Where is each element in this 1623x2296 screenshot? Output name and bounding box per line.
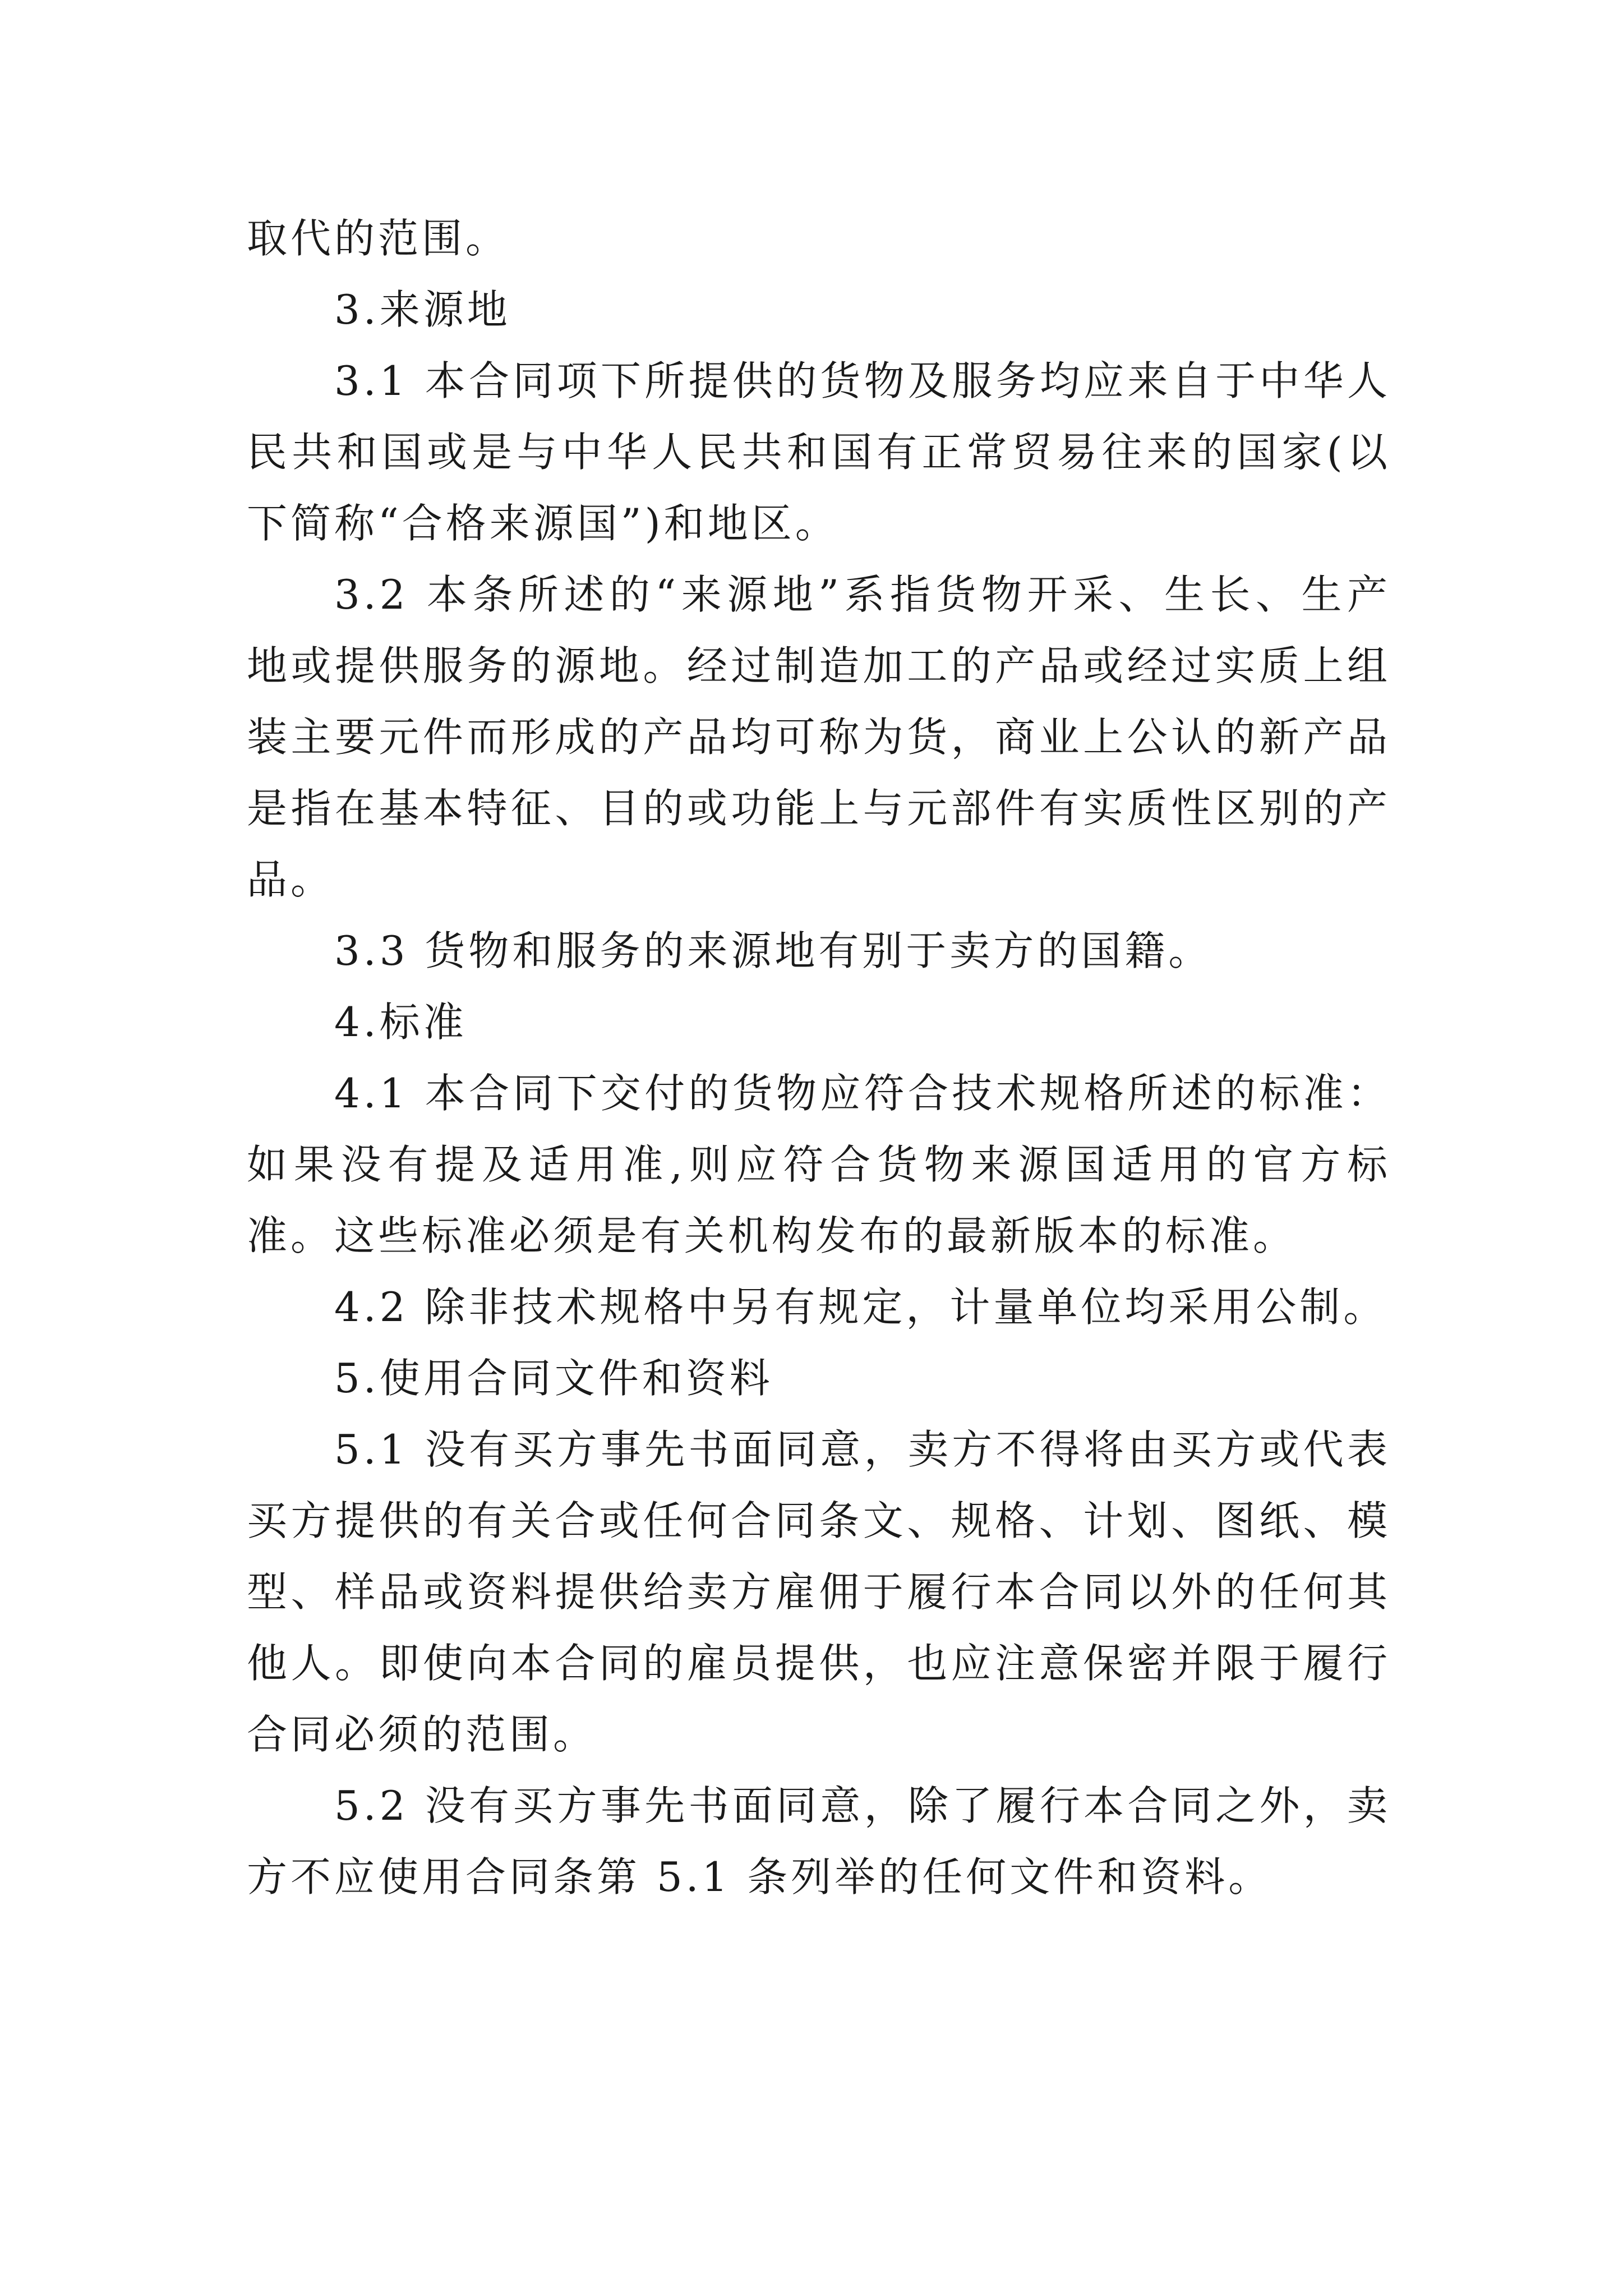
document-body [247,203,1391,1913]
section-heading-4: 4.标准 [334,999,467,1046]
section-heading-5: 5.使用合同文件和资料 [334,1355,773,1402]
clause-4-2: 4.2 除非技术规格中另有规定，计量单位均采用公制。 [334,1283,1387,1331]
clause-3-2: 3.2 本条所述的“来源地”系指货物开采、生长、生产地或提供服务的源地。经过制造加工的产品或经过实质上组装主要元件而形成的产品均可称为货，商业上公认的新产品是指在基本特征、目的或功能上与元部件有实质性区别的产品。 [247,571,1391,903]
clause-3-1: 3.1 本合同项下所提供的货物及服务均应来自于中华人民共和国或是与中华人民共和国有正常贸易往来的国家(以下简称“合格来源国”)和地区。 [247,357,1391,547]
clause-5-2: 5.2 没有买方事先书面同意，除了履行本合同之外，卖方不应使用合同条第 5.1 条列举的任何文件和资料。 [247,1782,1391,1901]
paragraph-continuation: 取代的范围。 [247,215,510,262]
clause-3-3: 3.3 货物和服务的来源地有别于卖方的国籍。 [334,927,1212,974]
section-heading-3: 3.来源地 [334,286,511,333]
clause-5-1: 5.1 没有买方事先书面同意，卖方不得将由买方或代表买方提供的有关合或任何合同条文、规格、计划、图纸、模型、样品或资料提供给卖方雇佣于履行本合同以外的任何其他人。即使向本合同的雇员提供，也应注意保密并限于履行合同必须的范围。 [247,1426,1391,1758]
clause-4-1: 4.1 本合同下交付的货物应符合技术规格所述的标准：如果没有提及适用准,则应符合货物来源国适用的官方标准。这些标准必须是有关机构发布的最新版本的标准。 [247,1070,1391,1259]
